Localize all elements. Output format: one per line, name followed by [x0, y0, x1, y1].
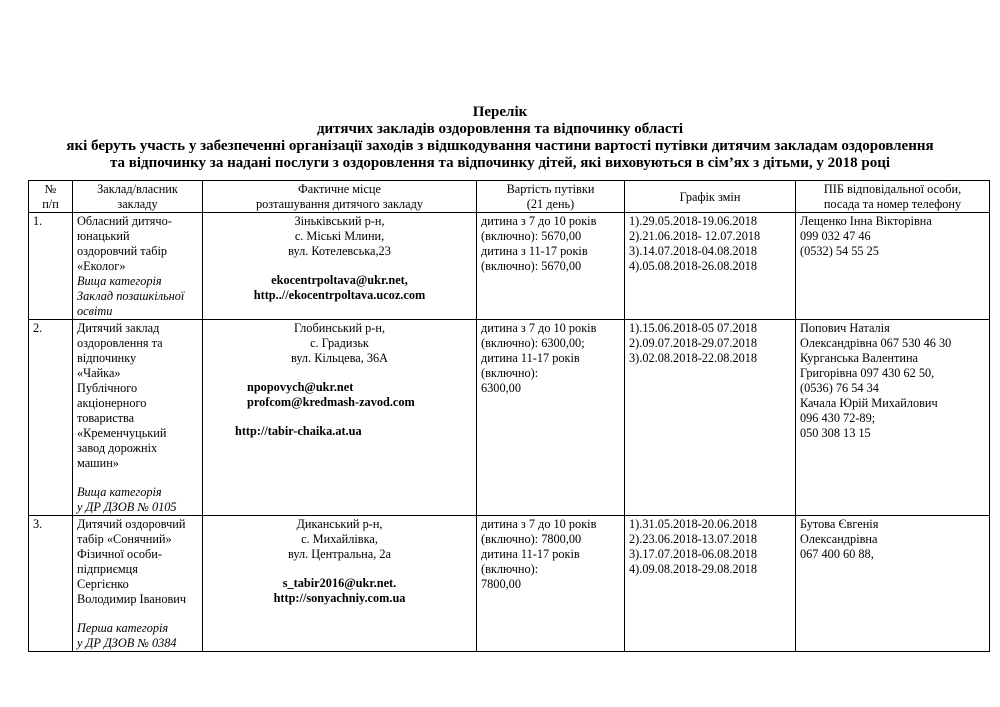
- table-row: [29, 516, 990, 652]
- header-contact: ПІБ відповідальної особи, посада та номер телефону: [796, 181, 990, 213]
- row-contact: Бутова Євгенія Олександрівна 067 400 60 88,: [796, 516, 990, 652]
- email-link[interactable]: npopovych@ukr.net: [247, 380, 354, 394]
- row-location: Глобинський р-н, с. Градизьк вул. Кільцева, 36А npopovych@ukr.net profcom@kredmash-zavod.com http://tabir-chaika.at.ua: [203, 320, 477, 516]
- email-link[interactable]: s_tabir2016@ukr.net.: [282, 576, 397, 590]
- title-line-1: Перелік: [472, 104, 528, 120]
- camps-table: [28, 180, 990, 652]
- table-row: [29, 213, 990, 320]
- row-contact: Лещенко Інна Вікторівна 099 032 47 46 (0532) 54 55 25: [796, 213, 990, 320]
- row-cost: дитина з 7 до 10 років (включно): 5670,00 дитина з 11-17 років (включно): 5670,00: [477, 213, 625, 320]
- category-label: Вища категорія: [77, 274, 162, 288]
- table-row: [29, 320, 990, 516]
- website-link[interactable]: http://tabir-chaika.at.ua: [235, 424, 362, 438]
- header-schedule: Графік змін: [625, 181, 796, 213]
- row-num: 2.: [29, 320, 73, 516]
- row-owner: Обласний дитячо- юнацький оздоровчий табір «Еколог» Вища категорія Заклад позашкільної освіти: [73, 213, 203, 320]
- row-cost: дитина з 7 до 10 років (включно): 6300,00; дитина 11-17 років (включно): 6300,00: [477, 320, 625, 516]
- row-num: 1.: [29, 213, 73, 320]
- row-num: 3.: [29, 516, 73, 652]
- header-cost: Вартість путівки (21 день): [477, 181, 625, 213]
- table-header-row: [29, 181, 990, 213]
- title-line-2: дитячих закладів оздоровлення та відпочинку області: [316, 121, 684, 137]
- row-owner: Дитячий оздоровчий табір «Сонячний» Фізичної особи- підприємця Сергієнко Володимир Іванович Перша категорія у ДР ДЗОВ № 0384: [73, 516, 203, 652]
- email-link[interactable]: profcom@kredmash-zavod.com: [247, 395, 415, 409]
- title-line-3: які беруть участь у забезпеченні організації заходів з відшкодування частини вартості путівки дитячим закладам оздоровлення: [66, 138, 934, 154]
- website-link[interactable]: http://sonyachniy.com.ua: [273, 591, 406, 605]
- title-line-4: та відпочинку за надані послуги з оздоровлення та відпочинку дітей, які виховуються в сім’ях з дітьми, у 2018 році: [109, 155, 891, 171]
- category-label: Перша категорія: [77, 621, 169, 635]
- row-location: Диканський р-н, с. Михайлівка, вул. Центральна, 2а s_tabir2016@ukr.net. http://sonyachniy.com.ua: [203, 516, 477, 652]
- document-title: [0, 104, 1000, 172]
- email-link[interactable]: ekocentrpoltava@ukr.net,: [271, 273, 408, 287]
- header-owner: Заклад/власник закладу: [73, 181, 203, 213]
- row-schedule: 1).29.05.2018-19.06.2018 2).21.06.2018- 12.07.2018 3).14.07.2018-04.08.2018 4).05.08.2018-26.08.2018: [625, 213, 796, 320]
- header-location: Фактичне місце розташування дитячого закладу: [203, 181, 477, 213]
- header-num: № п/п: [29, 181, 73, 213]
- row-schedule: 1).15.06.2018-05 07.2018 2).09.07.2018-29.07.2018 3).02.08.2018-22.08.2018: [625, 320, 796, 516]
- row-cost: дитина з 7 до 10 років (включно): 7800,00 дитина 11-17 років (включно): 7800,00: [477, 516, 625, 652]
- row-location: Зіньківський р-н, с. Міські Млини, вул. Котелевська,23 ekocentrpoltava@ukr.net, http..//ekocentrpoltava.ucoz.com: [203, 213, 477, 320]
- row-owner: Дитячий заклад оздоровлення та відпочинку «Чайка» Публічного акціонерного товариства «Кременчуцький завод дорожніх машин» Вища категорія у ДР ДЗОВ № 0105: [73, 320, 203, 516]
- category-label: Вища категорія: [77, 485, 162, 499]
- row-contact: Попович Наталія Олександрівна 067 530 46 30 Курганська Валентина Григорівна 097 430 62 50, (0536) 76 54 34 Качала Юрій Михайлович 096 430 72-89; 050 308 13 15: [796, 320, 990, 516]
- website-link[interactable]: http..//ekocentrpoltava.ucoz.com: [253, 288, 426, 302]
- row-schedule: 1).31.05.2018-20.06.2018 2).23.06.2018-13.07.2018 3).17.07.2018-06.08.2018 4).09.08.2018-29.08.2018: [625, 516, 796, 652]
